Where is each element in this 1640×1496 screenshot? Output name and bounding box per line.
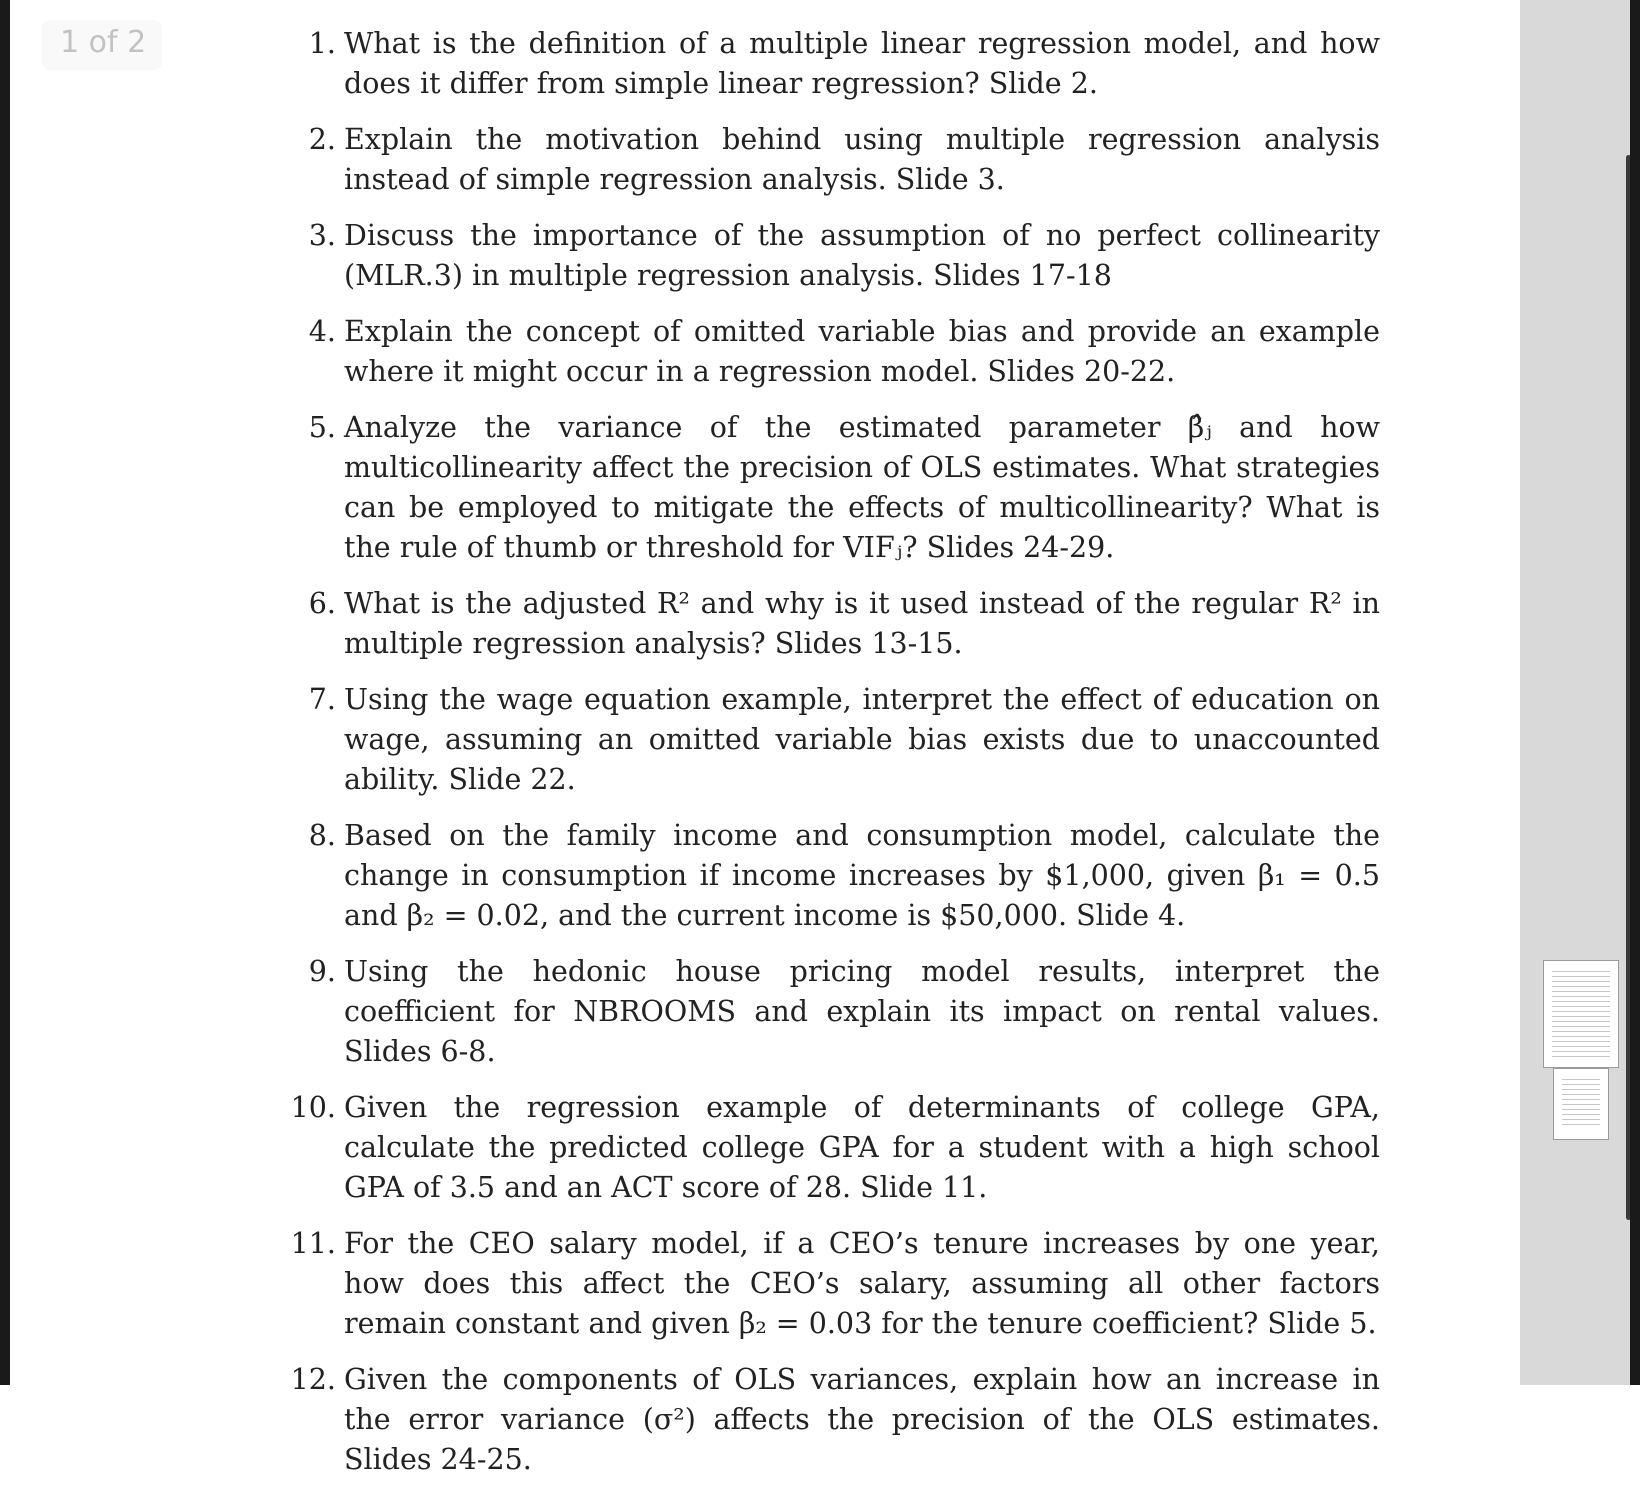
document-page — [10, 0, 1520, 1476]
question-text: Analyze the variance of the estimated parameter β̂ⱼ and how multicollinearity affect the precision of OLS estimates. What strategies can be employed to mitigate the effects of multicollinearity? What is the rule of thumb or threshold for VIFⱼ? Slides 24-29. — [344, 411, 1380, 564]
question-item — [280, 584, 1380, 664]
question-number: 5. — [308, 411, 336, 444]
page-thumbnail-2[interactable] — [1553, 1068, 1609, 1140]
question-item — [280, 216, 1380, 296]
question-number: 9. — [308, 955, 336, 988]
left-window-edge — [0, 0, 10, 1385]
question-item — [280, 952, 1380, 1072]
question-number: 1. — [308, 27, 336, 60]
question-text: What is the definition of a multiple linear regression model, and how does it differ from simple linear regression? Slide 2. — [344, 27, 1380, 100]
question-item — [280, 1088, 1380, 1208]
question-text: Discuss the importance of the assumption of no perfect collinearity (MLR.3) in multiple regression analysis. Slides 17-18 — [344, 219, 1380, 292]
question-number: 3. — [308, 219, 336, 252]
question-text: Explain the concept of omitted variable bias and provide an example where it might occur in a regression model. Slides 20-22. — [344, 315, 1380, 388]
question-item — [280, 408, 1380, 568]
thumbnail-text-lines — [1552, 971, 1610, 1057]
question-text: Using the wage equation example, interpret the effect of education on wage, assuming an omitted variable bias exists due to unaccounted ability. Slide 22. — [344, 683, 1380, 796]
question-text: Based on the family income and consumption model, calculate the change in consumption if income increases by $1,000, given β₁ = 0.5 and β₂ = 0.02, and the current income is $50,000. Slide 4. — [344, 819, 1380, 932]
question-item — [280, 120, 1380, 200]
right-window-edge — [1630, 0, 1640, 1385]
question-text: For the CEO salary model, if a CEO’s tenure increases by one year, how does this affect the CEO’s salary, assuming all other factors remain constant and given β₂ = 0.03 for the tenure coefficient? Slide 5. — [344, 1227, 1380, 1340]
question-number: 4. — [308, 315, 336, 348]
thumbnail-panel — [1520, 0, 1630, 1385]
page-indicator: 1 of 2 — [42, 20, 162, 70]
question-number: 6. — [308, 587, 336, 620]
question-text: Using the hedonic house pricing model results, interpret the coefficient for NBROOMS and explain its impact on rental values. Slides 6-8. — [344, 955, 1380, 1068]
question-number: 12. — [290, 1363, 336, 1396]
question-item — [280, 1224, 1380, 1344]
question-text: Given the components of OLS variances, explain how an increase in the error variance (σ²) affects the precision of the OLS estimates. Slides 24-25. — [344, 1363, 1380, 1476]
question-item — [280, 24, 1380, 104]
question-item — [280, 1360, 1380, 1480]
question-item — [280, 816, 1380, 936]
question-number: 11. — [290, 1227, 336, 1260]
question-number: 10. — [290, 1091, 336, 1124]
thumbnail-text-lines — [1562, 1079, 1600, 1129]
question-number: 8. — [308, 819, 336, 852]
question-number: 2. — [308, 123, 336, 156]
question-text: Explain the motivation behind using multiple regression analysis instead of simple regression analysis. Slide 3. — [344, 123, 1380, 196]
question-text: What is the adjusted R² and why is it used instead of the regular R² in multiple regression analysis? Slides 13-15. — [344, 587, 1380, 660]
question-item — [280, 680, 1380, 800]
question-list — [280, 24, 1380, 1496]
question-text: Given the regression example of determinants of college GPA, calculate the predicted college GPA for a student with a high school GPA of 3.5 and an ACT score of 28. Slide 11. — [344, 1091, 1380, 1204]
page-thumbnail-1[interactable] — [1543, 960, 1619, 1068]
question-number: 7. — [308, 683, 336, 716]
question-item — [280, 312, 1380, 392]
